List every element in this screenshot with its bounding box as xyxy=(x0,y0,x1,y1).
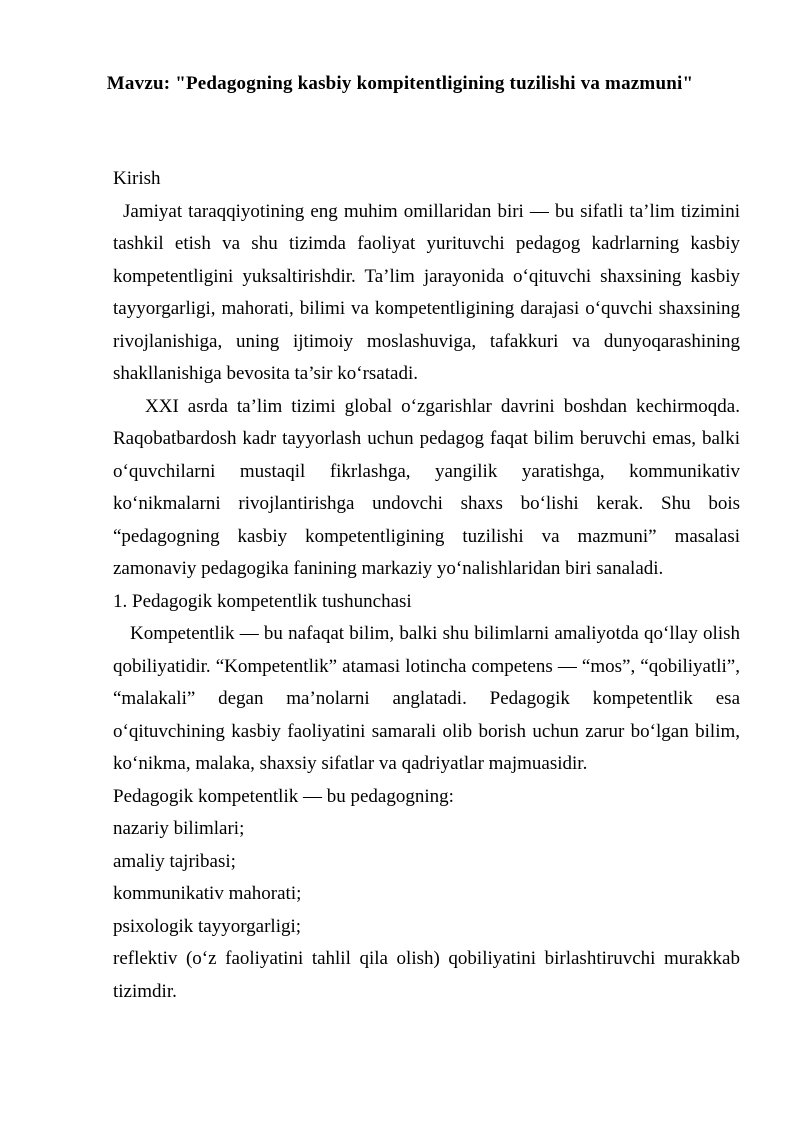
paragraph-closing: reflektiv (o‘z faoliyatini tahlil qila olish) qobiliyatini birlashtiruvchi murakkab tizimdir. xyxy=(113,948,740,1002)
lead-line-pedagogik-kompetentlik: Pedagogik kompetentlik — bu pedagogning: xyxy=(113,785,454,807)
section-1-heading: 1. Pedagogik kompetentlik tushunchasi xyxy=(113,590,412,612)
list-item-psixologik: psixologik tayyorgarligi; xyxy=(113,915,302,937)
list-item-kommunikativ: kommunikativ mahorati; xyxy=(113,883,302,904)
list-item-amaliy: amaliy tajribasi; xyxy=(113,850,236,872)
paragraph-xxi-asr: XXI asrda ta’lim tizimi global o‘zgarishlar davrini boshdan kechirmoqda. Raqobatbardosh kadr tayyorlash uchun pedagog faqat bilim beruvchi emas, balki o‘quvchilarni mustaqil fikrlashga, yangilik yaratishga, kommunikativ ko‘nikmalarni rivojlantirishga undovchi shaxs bo‘lishi kerak. Shu bois “pedagogning kasbiy kompetentligining tuzilishi va mazmuni” masalasi zamonaviy pedagogika fanining markaziy yo‘nalishlaridan biri sanaladi. xyxy=(113,395,740,579)
document-title: Mavzu: "Pedagogning kasbiy kompitentligining tuzilishi va mazmuni" xyxy=(106,73,694,94)
document-body xyxy=(113,163,740,1008)
intro-heading: Kirish xyxy=(113,168,161,189)
paragraph-kompetentlik-definition: Kompetentlik — bu nafaqat bilim, balki shu bilimlarni amaliyotda qo‘llay olish qobiliyatidir. “Kompetentlik” atamasi lotincha competens — “mos”, “qobiliyatli”, “malakali” degan ma’nolarni anglatadi. Pedagogik kompetentlik esa o‘qituvchining kasbiy faoliyatini samarali olib borish uchun zarur bo‘lgan bilim, ko‘nikma, malaka, shaxsiy sifatlar va qadriyatlar majmuasidir. xyxy=(113,623,740,774)
list-item-nazariy: nazariy bilimlari; xyxy=(113,818,245,839)
paragraph-intro: Jamiyat taraqqiyotining eng muhim omillaridan biri — bu sifatli ta’lim tizimini tashkil etish va shu tizimda faoliyat yurituvchi pedagog kadrlarning kasbiy kompetentligini yuksaltirishdir. Ta’lim jarayonida o‘qituvchi shaxsining kasbiy tayyorgarligi, mahorati, bilimi va kompetentligining darajasi o‘quvchi shaxsining rivojlanishiga, uning ijtimoiy moslashuviga, tafakkuri va dunyoqarashining shakllanishiga bevosita ta’sir ko‘rsatadi. xyxy=(113,200,740,384)
